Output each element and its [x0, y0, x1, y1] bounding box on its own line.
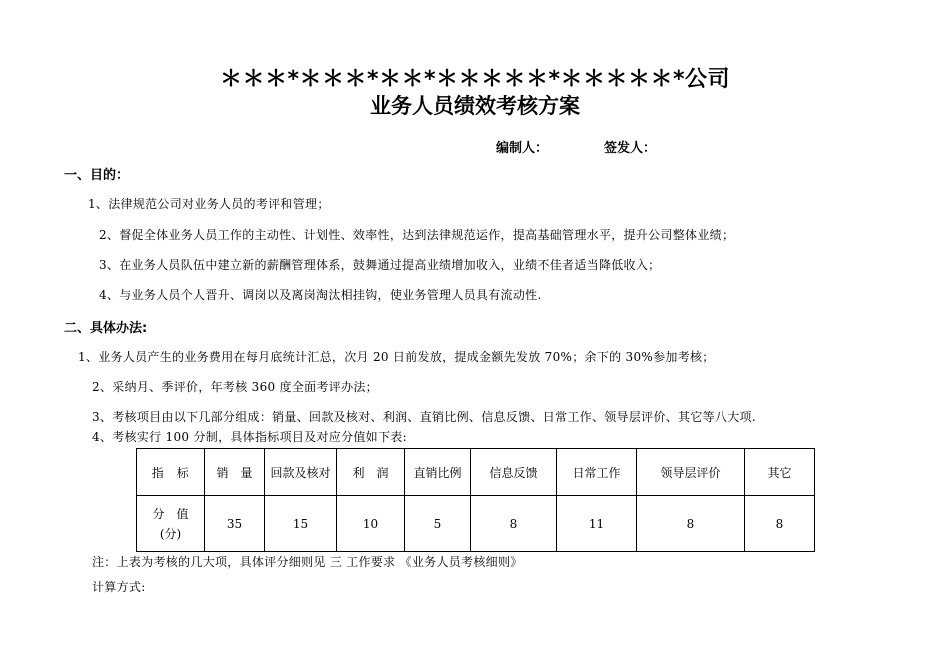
score-direct-sales: 5 [405, 496, 471, 552]
purpose-item-4: 4、与业务人员个人晋升、调岗以及离岗淘汰相挂钩，使业务管理人员具有流动性. [99, 288, 542, 302]
method-item-2: 2、采纳月、季评价，年考核 360 度全面考评办法； [92, 380, 378, 394]
score-daily-work: 11 [557, 496, 637, 552]
score-label-line2: (分) [159, 526, 182, 541]
indicator-header-cell: 指 标 [137, 449, 205, 496]
table-note: 注：上表为考核的几大项，具体评分细则见 三 工作要求 《业务人员考核细则》 [92, 555, 523, 569]
column-collection: 回款及核对 [265, 449, 337, 496]
table-header-row [137, 449, 815, 496]
section-heading-purpose: 一、目的： [64, 168, 130, 183]
column-leadership-review: 领导层评价 [637, 449, 745, 496]
score-profit: 10 [337, 496, 405, 552]
document-title: 业务人员绩效考核方案 [370, 94, 580, 118]
score-table [136, 448, 815, 552]
purpose-item-1: 1、法律规范公司对业务人员的考评和管理； [88, 197, 330, 211]
company-name: ＊＊＊*＊＊＊*＊＊*＊＊＊＊＊*＊＊＊＊＊*公司 [219, 67, 731, 92]
score-sales: 35 [205, 496, 265, 552]
column-profit: 利 润 [337, 449, 405, 496]
issuer-label: 签发人： [604, 141, 657, 156]
column-sales: 销 量 [205, 449, 265, 496]
method-item-3: 3、考核项目由以下几部分组成：销量、回款及核对、利润、直销比例、信息反馈、日常工作、领导层评价、其它等八大项. [92, 410, 756, 424]
purpose-item-3: 3、在业务人员队伍中建立新的薪酬管理体系，鼓舞通过提高业绩增加收入，业绩不佳者适当降低收入； [99, 258, 661, 272]
score-feedback: 8 [471, 496, 557, 552]
section-heading-methods: 二、具体办法: [64, 321, 148, 336]
editor-label: 编制人： [496, 141, 549, 156]
score-other: 8 [745, 496, 815, 552]
column-direct-sales: 直销比例 [405, 449, 471, 496]
score-label-cell [137, 496, 205, 552]
score-leadership-review: 8 [637, 496, 745, 552]
table-row [137, 496, 815, 552]
method-item-1: 1、业务人员产生的业务费用在每月底统计汇总，次月 20 日前发放，提成金额先发放 70%；余下的 30%参加考核； [78, 350, 715, 364]
column-other: 其它 [745, 449, 815, 496]
purpose-item-2: 2、督促全体业务人员工作的主动性、计划性、效率性，达到法律规范运作，提高基础管理水平，提升公司整体业绩； [99, 228, 735, 242]
column-daily-work: 日常工作 [557, 449, 637, 496]
calculation-label: 计算方式: [92, 580, 146, 594]
method-item-4: 4、考核实行 100 分制，具体指标项目及对应分值如下表: [92, 430, 407, 444]
score-collection: 15 [265, 496, 337, 552]
column-feedback: 信息反馈 [471, 449, 557, 496]
score-label-line1: 分 值 [152, 506, 189, 521]
